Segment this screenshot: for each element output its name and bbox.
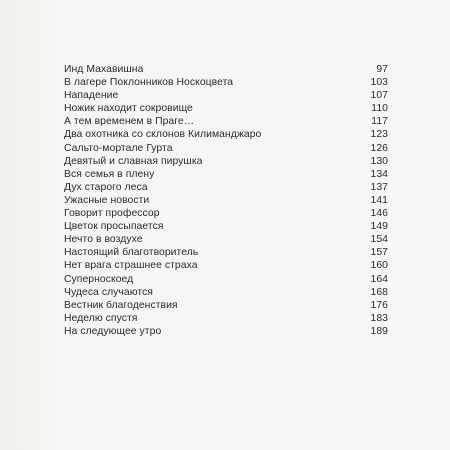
toc-entry-title: Нечто в воздухе [64, 234, 143, 246]
toc-entry [64, 312, 388, 325]
toc-entry [64, 259, 388, 272]
toc-entry-title: Суперноскоед [64, 273, 134, 285]
toc-entry [64, 142, 388, 155]
toc-entry-title: Вестник благоденствия [64, 299, 178, 311]
toc-entry-page: 176 [370, 299, 388, 311]
toc-entry-page: 154 [370, 234, 388, 246]
toc-entry-title: Инд Махавишна [64, 64, 144, 75]
toc-entry [64, 155, 388, 168]
toc-entry [64, 286, 388, 299]
toc-entry-page: 126 [370, 142, 388, 154]
toc-entry-page: 149 [370, 221, 388, 233]
table-of-contents [64, 63, 388, 338]
toc-entry [64, 181, 388, 194]
toc-entry [64, 233, 388, 246]
toc-entry-page: 107 [370, 90, 388, 102]
toc-entry-title: А тем временем в Праге… [64, 116, 195, 128]
toc-entry-page: 123 [370, 129, 388, 141]
toc-entry-page: 103 [370, 77, 388, 89]
toc-entry-title: На следующее утро [64, 325, 162, 337]
toc-entry-page: 117 [371, 116, 388, 128]
toc-entry-title: Говорит профессор [64, 208, 160, 220]
toc-entry [64, 63, 388, 76]
toc-entry [64, 325, 388, 338]
toc-entry-title: В лагере Поклонников Носкоцвета [64, 77, 234, 89]
toc-entry-page: 183 [370, 312, 388, 324]
toc-entry [64, 115, 388, 128]
toc-entry-page: 134 [370, 168, 388, 180]
toc-entry-page: 130 [370, 155, 388, 167]
toc-entry-title: Нет врага страшнее страха [64, 260, 198, 272]
toc-entry-title: Неделю спустя [64, 312, 138, 324]
toc-entry-page: 110 [371, 103, 388, 115]
toc-entry-title: Дух старого леса [64, 181, 148, 193]
toc-entry-title: Чудеса случаются [64, 286, 153, 298]
toc-entry [64, 89, 388, 102]
toc-entry-title: Нападение [64, 90, 119, 102]
toc-entry-title: Девятый и славная пирушка [64, 155, 203, 167]
toc-entry [64, 207, 388, 220]
toc-entry [64, 102, 388, 115]
toc-entry [64, 168, 388, 181]
toc-entry-title: Два охотника со склонов Килиманджаро [64, 129, 262, 141]
toc-entry-page: 141 [370, 194, 388, 206]
toc-entry-page: 146 [370, 208, 388, 220]
toc-entry-title: Настоящий благотворитель [64, 247, 199, 259]
toc-entry-page: 168 [370, 286, 388, 298]
toc-entry-title: Сальто-мортале Гурта [64, 142, 173, 154]
toc-entry-page: 97 [376, 64, 388, 75]
toc-entry [64, 299, 388, 312]
toc-entry-title: Ножик находит сокровище [64, 103, 193, 115]
toc-entry-page: 137 [370, 181, 388, 193]
toc-entry [64, 273, 388, 286]
toc-entry [64, 220, 388, 233]
toc-entry-title: Вся семья в плену [64, 168, 155, 180]
toc-entry-title: Ужасные новости [64, 194, 150, 206]
toc-entry-page: 157 [370, 247, 388, 259]
toc-entry-title: Цветок просыпается [64, 221, 164, 233]
toc-entry [64, 76, 388, 89]
toc-entry [64, 194, 388, 207]
toc-entry-page: 164 [370, 273, 388, 285]
toc-entry-page: 160 [370, 260, 388, 272]
toc-entry [64, 128, 388, 141]
toc-entry-page: 189 [370, 325, 388, 337]
toc-entry [64, 246, 388, 259]
